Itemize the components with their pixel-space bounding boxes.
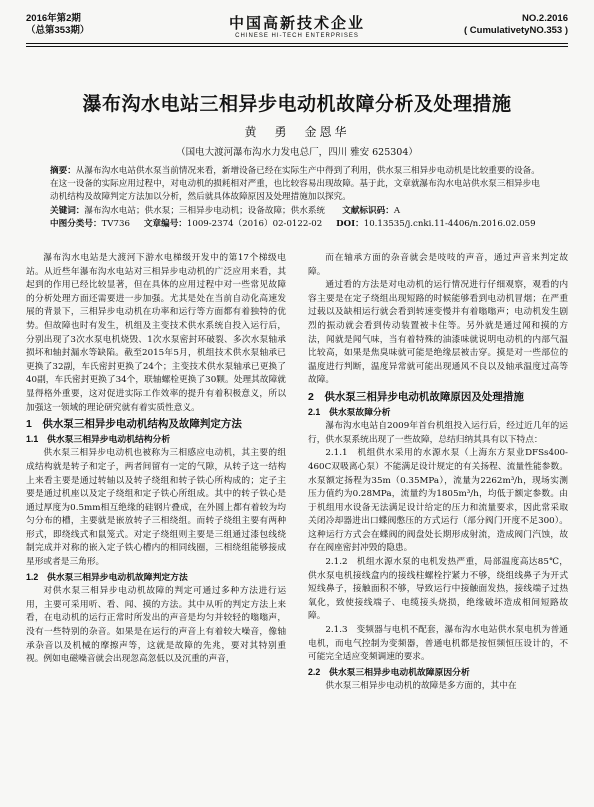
issue-number-en: NO.2.2016 [522,13,568,24]
affiliation: （国电大渡河瀑布沟水力发电总厂，四川 雅安 625304） [176,147,418,158]
article-no-label: 文章编号： [143,218,187,229]
doc-code-label: 文献标识码： [342,205,394,216]
article-no: 1009-2374（2016）02-0122-02 [186,218,323,229]
doi-value: 10.13535/j.cnki.11-4406/n.2016.02.059 [363,218,536,229]
left-column [26,252,286,667]
keywords [50,205,544,218]
issue-number: 2016年第2期 [26,13,81,24]
abstract [50,165,544,205]
section-2-2-heading: 2.2 供水泵三相异步电动机故障原因分析 [308,666,470,677]
clc-value: TV736 [101,218,130,229]
authors: 黄 勇 金恩华 [244,125,350,139]
continued-paragraph: 而在轴承方面的杂音就会是吱吱的声音，通过声音来判定故障。 [308,253,568,277]
section-2-2-body: 供水泵三相异步电动机的故障是多方面的，其中在 [325,681,517,692]
doi-label: DOI： [336,218,364,229]
intro-paragraph: 瀑布沟水电站是大渡河下游水电梯级开发中的第17个梯级电站。从近些年瀑布沟水电站对三相异步电动机的广泛应用来看，其起到的作用已经比较显著，但在具体的应用过程中对一些常见故障的分析处理方面还需要进一步加强。尤其是处在当前自动化高速发展的背景下，三相异步电动机在功率和运行等方面都有着独特的优势。但故障也时有发生，机组及主变技术供水系统自投入运行后，分别出现了3次水泵电机烧毁、1次水泵密封环破裂、多次水泵轴承损坏和轴封漏水等缺陷。截至2015年5月，机组技术供水泵轴承已更换了32副，车氏密封更换了24个；主变技术供水泵轴承已更换了40副，车氏密封更换了34个，联轴螺栓更换了30颗。处理其故障就显得格外重要，这对促进实际工作效率的提升有着积极意义，所以加强这一领域的理论研究就有着实质性意义。 [26,253,286,413]
keywords-label: 关键词： [50,205,85,216]
header-rule-thin [26,46,568,47]
section-1-1-body: 供水泵三相异步电动机也被称为三相感应电动机，其主要的组成结构就是转子和定子，两者间留有一定的气隙，从转子这一结构上来看主要是通过转轴以及转子绕组和转子铁心所构成的；定子主要是通过机座以及定子绕组和定子铁心所组成。其中的转子铁心是通过厚度为0.5mm相互绝缘的硅钢片叠成，在外圆上都有着较为均匀分布的槽，主要就是嵌放转子三相绕组。而转子绕组主要有两种形式，即绕线式和鼠笼式。对定子绕组则主要是三组通过漆包线绕制完成并对称的嵌入定子铁心槽内的相同线圈，三相绕组能够接成星形或者是三角形。 [26,448,286,568]
clc-label: 中图分类号： [50,218,102,229]
cumulative-issue-en: ( CumulativetyNO.353 ) [464,25,568,36]
article-meta [50,165,544,231]
right-column [308,252,568,694]
article-title: 瀑布沟水电站三相异步电动机故障分析及处理措施 [82,93,512,115]
abstract-text: 从瀑布沟水电站供水泵当前情况来看，新增设备已经在实际生产中得到了利用，供水泵三相异步电动机是比较重要的设备。在这一设备的实际应用过程中，对电动机的损耗相对严重，也比较容易出现故障。基于此，文章就瀑布沟水电站供水泵三相异步电动机结构及故障判定方法加以分析，然后就具体故障原因及处理措施加以探究。 [50,166,540,203]
item-2-1-3: 2.1.3 变频器与电机不配套，瀑布沟水电站供水泵电机为普通电机，而电气控制为变频器，普通电机都是按恒频恒压设计的，不可能完全适应变频调速的要求。 [308,625,568,663]
section-2-1-heading: 2.1 供水泵故障分析 [308,406,391,417]
item-2-1-1: 2.1.1 机组供水采用的水源水泵（上海东方泵业DFSs400-460C双吸离心泵）不能满足设计规定的有关扬程、流量性能参数。水泵额定扬程为35m（0.35MPa），流量为2262m³/h，现场实测压力值约为0.28MPa，流量约为1805m³/h，均低于额定参数。由于机组用水设备无法满足设计给定的压力和流量要求，因此常采取关闭冷却器进出口蝶阀憋压的方式运行（部分阀门开度不足300）。这种运行方式会在蝶阀的阀盘处长期形成射流，造成阀门汽蚀，故存在阀座密封冲毁的隐患。 [308,448,568,554]
classification-row [50,218,544,231]
abstract-label: 摘要： [50,166,76,176]
section-1-1-heading: 1.1 供水泵三相异步电动机结构分析 [26,433,171,444]
keywords-text: 瀑布沟水电站；供水泵；三相异步电动机；设备故障；供水系统 [84,205,326,216]
section-2-heading: 2 供水泵三相异步电动机故障原因及处理措施 [308,390,524,403]
section-1-2-heading: 1.2 供水泵三相异步电动机故障判定方法 [26,571,188,582]
cumulative-issue: （总第353期） [26,25,90,36]
issue-info-en [464,13,568,37]
item-2-1-2: 2.1.2 机组水源水泵的电机发热严重，局部温度高达85℃，供水泵电机接线盒内的接线柱螺栓拧紧力不够，绕组线鼻子为开式短线鼻子，接触面积不够，导致运行中接触面发热，接线端子过热氧化，致使接线端子、电缆接头烧损，绝缘破坏造成相间短路故障。 [308,557,568,622]
section-1-2-body: 对供水泵三相异步电动机故障的判定可通过多种方法进行运用，主要可采用听、看、闻、摸的方法。其中从听的判定方法上来看，在电动机的运行正常时所发出的声音是均匀并较轻的嗡嗡声，没有一些特别的杂音。如果是在运行的声音上有着较大噪音，像轴承杂音以及机械的摩擦声等，这就是故障的先兆，要对其特别重视。例如电磁噪音就会出现忽高忽低以及沉重的声音， [26,586,286,665]
journal-subtitle: CHINESE HI-TECH ENTERPRISES [235,33,359,39]
observation-paragraph: 通过看的方法是对电动机的运行情况进行仔细观察，观看的内容主要是在定子绕组出现短路的时候能够看到电动机冒烟；在严重过载以及缺相运行就会看到转速变慢并有着嗡嗡声；电动机发生剧烈的振动就会看到传动装置被卡住等。另外就是通过闻和摸的方法，闻就是闻气味，当有着特殊的油漆味就说明电动机的内部气温比较高，如果是焦臭味就可能是绝缘层被击穿。摸是对一些部位的温度进行判断，温度异常就可能出现通风不良以及轴承温度过高等故障。 [308,280,568,386]
section-1-heading: 1 供水泵三相异步电动机结构及故障判定方法 [26,418,242,431]
doc-code: A [393,205,401,216]
header-rule [26,43,568,44]
section-2-1-body: 瀑布沟水电站自2009年首台机组投入运行后，经过近几年的运行，供水泵系统出现了一些故障，总结归纳其具有以下特点： [308,421,568,445]
journal-title: 中国高新技术企业 [228,14,365,32]
